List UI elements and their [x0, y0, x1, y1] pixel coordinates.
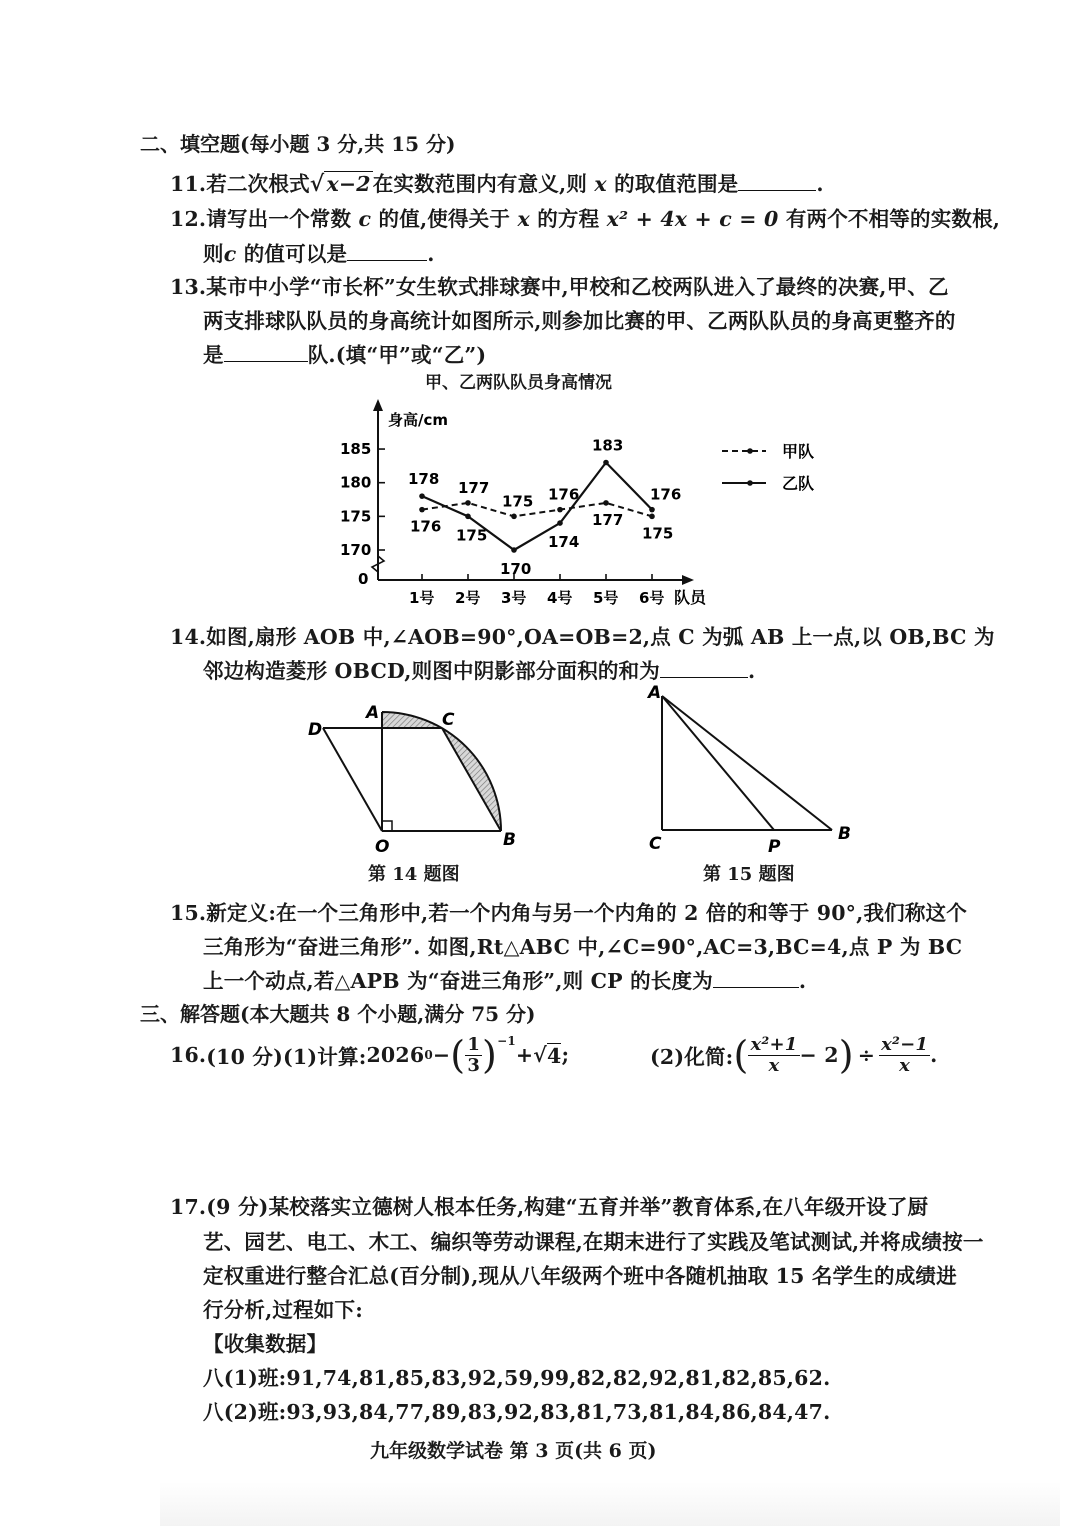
q16-p1-sqrt: 4 — [546, 1043, 562, 1068]
x-axis-label: 队员 — [674, 588, 707, 607]
q12-text-d: 有两个不相等的实数根, — [785, 207, 1001, 231]
q16-p2-minus2: − 2 — [799, 1043, 839, 1067]
figure-14 — [300, 695, 540, 855]
question-14-line-1 — [170, 620, 995, 650]
q14-line-2: 邻边构造菱形 OBCD,则图中阴影部分面积的和为 — [203, 659, 660, 683]
chart-title: 甲、乙两队队员身高情况 — [425, 373, 612, 393]
q11-number: 11. — [170, 172, 207, 196]
q11-radical: √x−2 — [309, 171, 371, 197]
data-point — [465, 500, 471, 506]
data-point — [511, 514, 517, 520]
q11-answer-blank[interactable] — [738, 172, 816, 191]
x-tick-label: 6号 — [639, 589, 665, 607]
q16-p2-frac2-num: x²−1 — [881, 1033, 929, 1055]
q15-end: . — [798, 969, 807, 993]
data-label: 175 — [642, 524, 674, 543]
question-11 — [170, 167, 824, 197]
q15-line-3: 上一个动点,若△APB 为“奋进三角形”,则 CP 的长度为 — [203, 969, 713, 993]
data-label: 177 — [458, 478, 490, 497]
right-angle-mark — [382, 821, 392, 831]
q12-equation: x² + 4x + c = 0 — [606, 207, 779, 231]
q16-p1-exp: −1 — [497, 1034, 516, 1048]
data-point — [603, 460, 609, 466]
section-2-title: 二、填空题(每小题 3 分,共 15 分) — [140, 132, 456, 156]
data-label: 170 — [500, 560, 532, 578]
q16-p1-frac-den: 3 — [467, 1054, 481, 1076]
y-tick-label: 175 — [340, 507, 372, 526]
q16-p2-fraction-1 — [748, 1035, 799, 1076]
question-12-line-1 — [170, 202, 1000, 232]
data-point — [557, 507, 563, 513]
question-16-part-1 — [170, 1030, 569, 1080]
q15-number: 15. — [170, 901, 207, 925]
question-13-line-2: 两支排球队队员的身高统计如图所示,则参加比赛的甲、乙两队队员的身高更整齐的 — [203, 309, 956, 333]
y-tick-label: 0 — [358, 570, 369, 588]
segment-CB — [442, 728, 501, 831]
q16-p1-label: (1)计算: — [283, 1045, 367, 1069]
q12-c-2: c — [223, 242, 237, 266]
question-15-line-3 — [203, 964, 806, 994]
section-3-title: 三、解答题(本大题共 8 个小题,满分 75 分) — [140, 1002, 536, 1026]
q16-p2-frac2-den: x — [899, 1054, 911, 1076]
label-B: B — [503, 830, 516, 850]
q16-p2-frac1-den: x — [768, 1054, 780, 1076]
data-label: 174 — [548, 533, 580, 552]
x-tick-label: 2号 — [455, 589, 481, 607]
question-17-line-3: 定权重进行整合汇总(百分制),现从八年级两个班中各随机抽取 15 名学生的成绩进 — [203, 1264, 957, 1288]
q11-var: x — [594, 172, 607, 196]
q16-p1-sqrt-sign: √ — [533, 1043, 547, 1067]
q14-end: . — [748, 659, 756, 683]
q12-text-then: 则 — [203, 242, 224, 266]
q16-p2-frac1-num: x²+1 — [750, 1033, 798, 1055]
q13-answer-blank[interactable] — [224, 343, 308, 362]
label-B: B — [838, 824, 851, 844]
x-tick-label: 1号 — [409, 589, 435, 607]
data-label: 175 — [502, 492, 534, 511]
q13-line-3a: 是 — [203, 343, 224, 367]
question-12-line-2 — [203, 237, 435, 267]
q11-end: . — [816, 172, 824, 196]
q13-line-3b: 队.(填“甲”或“乙”) — [307, 343, 487, 367]
data-point — [465, 514, 471, 520]
q16-p1-base: 2026 — [366, 1043, 425, 1067]
q17-line-1: (9 分)某校落实立德树人根本任务,构建“五育并举”教育体系,在八年级开设了厨 — [206, 1195, 929, 1219]
q12-x: x — [517, 207, 530, 231]
data-label: 177 — [592, 510, 624, 529]
q15-answer-blank[interactable] — [713, 969, 799, 988]
legend-marker — [747, 448, 753, 454]
q17-class-2-data: 八(2)班:93,93,84,77,89,83,92,83,81,73,81,84,86,84,47. — [203, 1400, 831, 1424]
q12-text-b: 的值,使得关于 — [378, 207, 511, 231]
q13-line-1: 某市中小学“市长杯”女生软式排球赛中,甲校和乙校两队进入了最终的决赛,甲、乙 — [206, 275, 949, 299]
segment-AB — [662, 696, 832, 830]
q11-text-post2: 的取值范围是 — [614, 172, 739, 196]
q16-p2-lparen: ( — [733, 1033, 749, 1077]
q14-number: 14. — [170, 625, 207, 649]
q11-text-post: 在实数范围内有意义,则 — [372, 172, 588, 196]
q12-number: 12. — [170, 207, 207, 231]
y-tick-label: 185 — [340, 440, 372, 459]
data-label: 178 — [408, 470, 440, 489]
data-label: 176 — [650, 485, 682, 504]
x-tick-label: 5号 — [593, 589, 619, 607]
q11-radicand: x−2 — [326, 172, 371, 196]
data-point — [511, 547, 517, 553]
y-axis-arrow — [373, 399, 383, 411]
q16-p1-end: ; — [561, 1043, 570, 1067]
data-point — [557, 520, 563, 526]
segment-AP — [662, 696, 774, 830]
label-P: P — [768, 837, 781, 857]
data-point — [649, 507, 655, 513]
data-label: 176 — [410, 517, 442, 536]
q16-p2-fraction-2 — [879, 1035, 930, 1076]
q16-p1-plus: + — [515, 1043, 534, 1067]
figure-15 — [640, 682, 860, 857]
q12-text-a: 请写出一个常数 — [206, 207, 352, 231]
y-tick-label: 180 — [340, 473, 372, 492]
q16-p2-rparen: ) — [838, 1033, 854, 1077]
q15-line-1: 新定义:在一个三角形中,若一个内角与另一个内角的 2 倍的和等于 90°,我们称这个 — [206, 901, 967, 925]
q17-class-1-data: 八(1)班:91,74,81,85,83,92,59,99,82,82,92,81,82,85,62. — [203, 1366, 831, 1390]
height-line-chart — [330, 395, 850, 617]
q14-answer-blank[interactable] — [660, 659, 748, 678]
shaded-region-top — [382, 712, 442, 728]
legend-label: 甲队 — [782, 442, 815, 461]
data-label: 176 — [548, 485, 580, 504]
q12-answer-blank[interactable] — [347, 242, 427, 261]
q16-p1-minus: − — [432, 1043, 451, 1067]
q16-p2-label: (2)化简: — [650, 1045, 734, 1069]
q16-p1-fraction — [465, 1035, 482, 1076]
question-13-line-1 — [170, 270, 949, 300]
question-13-line-3 — [203, 338, 486, 368]
page-footer: 九年级数学试卷 第 3 页(共 6 页) — [370, 1440, 657, 1462]
q11-text-pre: 若二次根式 — [206, 172, 310, 196]
x-tick-label: 3号 — [501, 589, 527, 607]
label-D: D — [308, 720, 323, 740]
legend-label: 乙队 — [782, 474, 815, 493]
q16-p1-exp0: 0 — [424, 1048, 433, 1062]
data-label: 183 — [592, 436, 624, 455]
figure-14-caption: 第 14 题图 — [368, 864, 460, 885]
q16-p1-lparen: ( — [450, 1033, 466, 1077]
question-15-line-2: 三角形为“奋进三角形”. 如图,Rt△ABC 中,∠C=90°,AC=3,BC=4,点 P 为 BC — [203, 935, 963, 959]
label-A: A — [366, 703, 380, 723]
q16-number: 16. — [170, 1043, 207, 1067]
y-axis-label: 身高/cm — [388, 411, 449, 429]
label-C: C — [649, 834, 662, 854]
q12-text-value: 的值可以是 — [243, 242, 348, 266]
q16-p2-end: . — [930, 1043, 938, 1067]
question-14-line-2 — [203, 654, 755, 684]
data-label: 175 — [456, 526, 488, 545]
data-point — [649, 514, 655, 520]
label-O: O — [375, 837, 390, 855]
q12-c: c — [358, 207, 372, 231]
q13-number: 13. — [170, 275, 207, 299]
question-17-line-4: 行分析,过程如下: — [203, 1298, 364, 1322]
data-point — [603, 500, 609, 506]
question-17-line-2: 艺、园艺、电工、木工、编织等劳动课程,在期末进行了实践及笔试测试,并将成绩按一 — [203, 1230, 984, 1254]
q16-p1-rparen: ) — [482, 1033, 498, 1077]
question-17-line-1 — [170, 1190, 928, 1220]
question-16-part-2 — [650, 1028, 937, 1082]
bottom-scan-shadow — [160, 1482, 1060, 1526]
q14-line-1: 如图,扇形 AOB 中,∠AOB=90°,OA=OB=2,点 C 为弧 AB 上一点,以 OB,BC 为 — [206, 625, 995, 649]
q16-p1-frac-num: 1 — [467, 1033, 481, 1055]
q17-collect-heading: 【收集数据】 — [203, 1332, 328, 1356]
legend-marker — [747, 480, 753, 486]
label-A: A — [648, 683, 662, 703]
x-axis-arrow — [682, 575, 694, 585]
q17-number: 17. — [170, 1195, 207, 1219]
segment-OD — [323, 728, 382, 831]
label-C: C — [442, 710, 455, 730]
data-point — [419, 493, 425, 499]
q12-text-c: 的方程 — [537, 207, 600, 231]
y-tick-label: 170 — [340, 541, 372, 559]
figure-15-caption: 第 15 题图 — [703, 864, 795, 885]
question-15-line-1 — [170, 896, 967, 926]
data-point — [419, 507, 425, 513]
q16-points: (10 分) — [206, 1045, 284, 1069]
x-tick-label: 4号 — [547, 589, 573, 607]
q12-end: . — [427, 242, 435, 266]
q16-p2-div: ÷ — [857, 1043, 876, 1067]
